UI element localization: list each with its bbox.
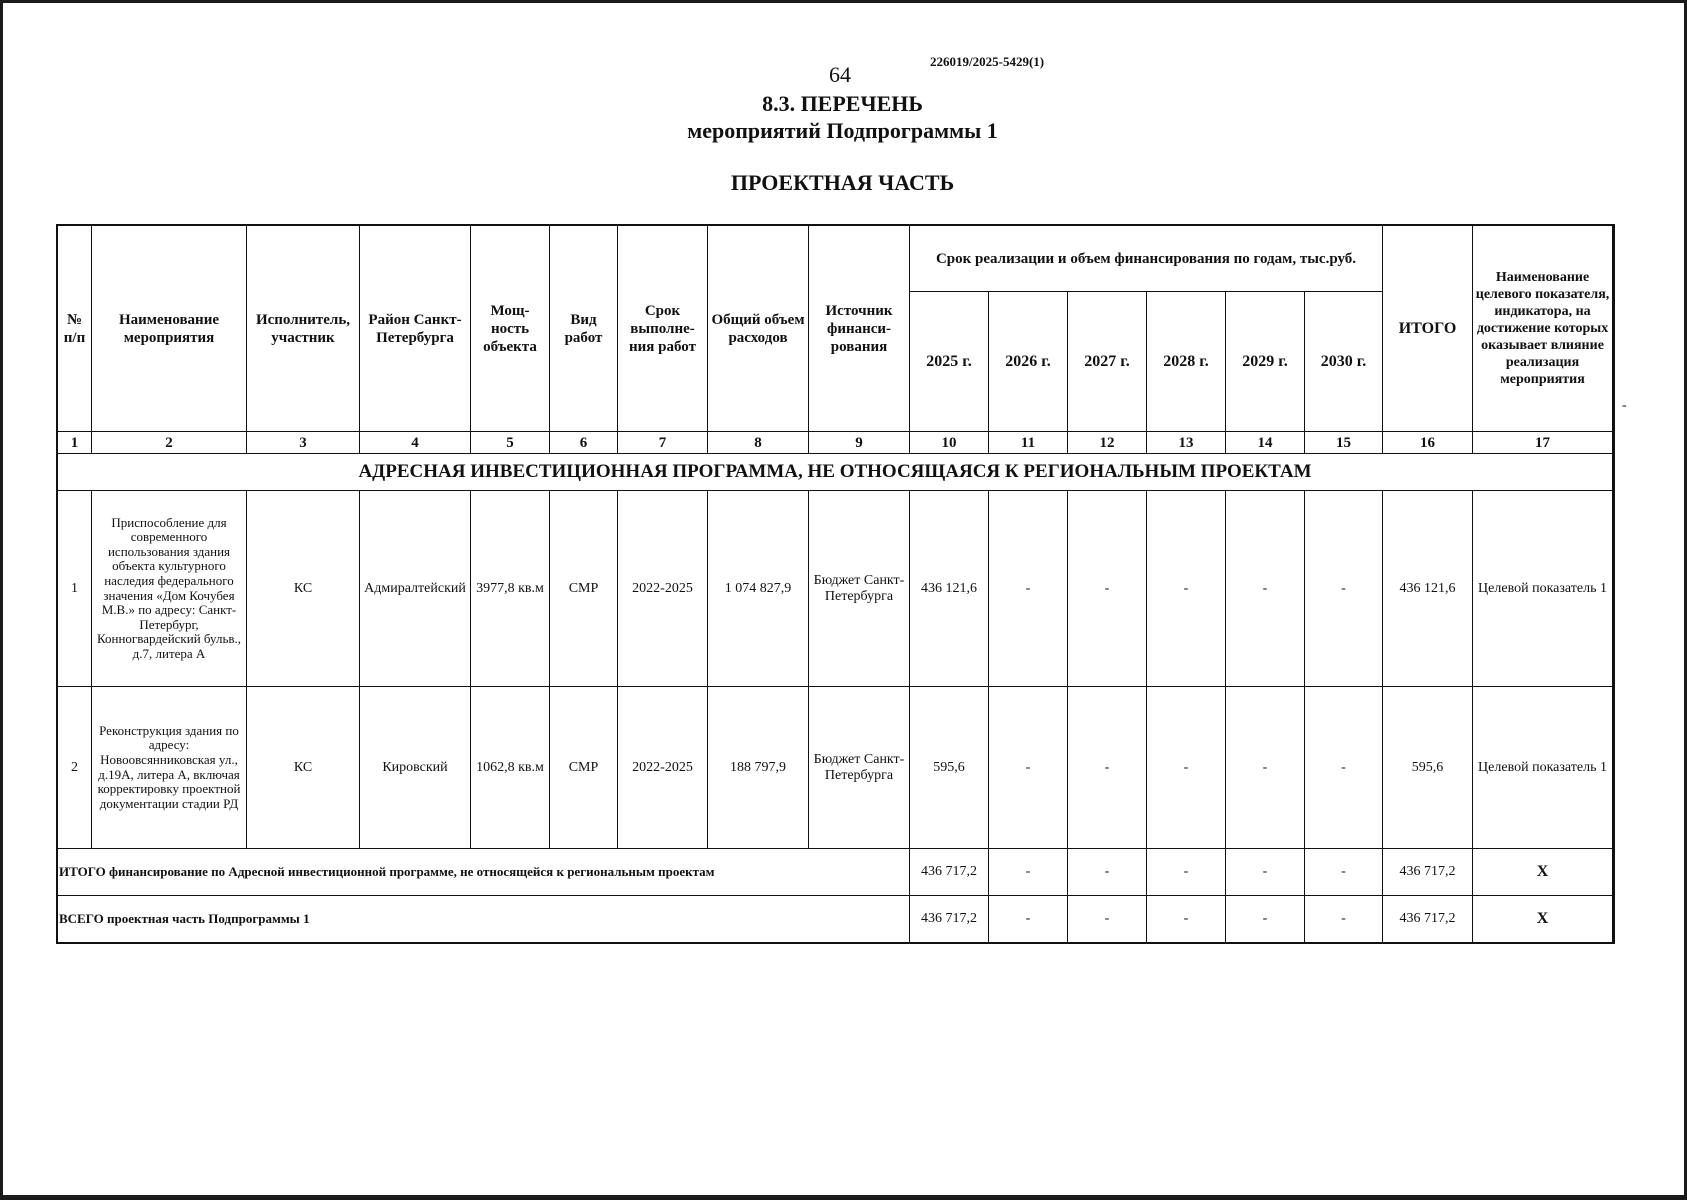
cell-term: 2022-2025 <box>618 491 708 687</box>
table-row <box>58 491 1613 687</box>
total-year-value: 436 717,2 <box>910 896 989 943</box>
col-header-total-cost: Общий объем расходов <box>708 226 809 432</box>
cell-district: Адмиралтейский <box>360 491 471 687</box>
registration-number: 226019/2025-5429(1) <box>930 54 1045 69</box>
title-line-1: 8.3. ПЕРЕЧЕНЬ <box>762 91 923 116</box>
total-year-value: - <box>1226 896 1305 943</box>
column-number: 4 <box>360 432 471 454</box>
total-year-value: - <box>1147 896 1226 943</box>
column-number: 16 <box>1383 432 1473 454</box>
total-year-value: - <box>1305 896 1383 943</box>
document-title <box>500 90 1185 144</box>
cell-total-cost: 1 074 827,9 <box>708 491 809 687</box>
column-number: 8 <box>708 432 809 454</box>
col-header-year: 2028 г. <box>1147 292 1226 432</box>
cell-year-value: - <box>1305 491 1383 687</box>
cell-work-type: СМР <box>550 687 618 849</box>
total-year-value: - <box>1068 896 1147 943</box>
total-year-value: - <box>1068 849 1147 896</box>
cell-num: 1 <box>58 491 92 687</box>
cell-year-value: - <box>989 687 1068 849</box>
column-number: 3 <box>247 432 360 454</box>
col-header-executor: Исполнитель, участник <box>247 226 360 432</box>
cell-itogo: 595,6 <box>1383 687 1473 849</box>
column-number: 6 <box>550 432 618 454</box>
total-year-value: - <box>1305 849 1383 896</box>
total-row <box>58 849 1613 896</box>
scan-border-bottom <box>0 1195 1687 1200</box>
column-number: 9 <box>809 432 910 454</box>
cell-name: Приспособление для современного использования здания объекта культурного наследия федерального значения «Дом Кочубея М.В.» по адресу: Санкт-Петербург, Конногвардейский бульв., д.7, литера А <box>92 491 247 687</box>
cell-year-value: - <box>1068 491 1147 687</box>
cell-year-value: 595,6 <box>910 687 989 849</box>
column-number: 5 <box>471 432 550 454</box>
col-header-year: 2027 г. <box>1068 292 1147 432</box>
total-year-value: - <box>989 896 1068 943</box>
total-row <box>58 896 1613 943</box>
cell-source: Бюджет Санкт-Петербурга <box>809 491 910 687</box>
cell-total-cost: 188 797,9 <box>708 687 809 849</box>
scan-border-top <box>0 0 1687 3</box>
cell-executor: КС <box>247 491 360 687</box>
scan-border-left <box>0 0 3 1200</box>
cell-year-value: - <box>1147 491 1226 687</box>
column-number: 7 <box>618 432 708 454</box>
col-header-target: Наименование целевого показателя, индикатора, на достижение которых оказывает влияние реализация мероприятия <box>1473 226 1613 432</box>
col-header-work-type: Вид работ <box>550 226 618 432</box>
cell-source: Бюджет Санкт-Петербурга <box>809 687 910 849</box>
cell-num: 2 <box>58 687 92 849</box>
table-row <box>58 687 1613 849</box>
column-number: 11 <box>989 432 1068 454</box>
total-year-value: - <box>1147 849 1226 896</box>
cell-year-value: - <box>1226 491 1305 687</box>
col-header-year: 2030 г. <box>1305 292 1383 432</box>
margin-mark: - <box>1622 398 1627 413</box>
cell-term: 2022-2025 <box>618 687 708 849</box>
col-header-district: Район Санкт-Петербурга <box>360 226 471 432</box>
title-line-2: мероприятий Подпрограммы 1 <box>687 118 998 143</box>
column-number: 12 <box>1068 432 1147 454</box>
cell-year-value: 436 121,6 <box>910 491 989 687</box>
cell-target: Целевой показатель 1 <box>1473 491 1613 687</box>
cell-name: Реконструкция здания по адресу: Новоовсянниковская ул., д.19А, литера А, включая корректировку проектной документации стадии РД <box>92 687 247 849</box>
total-itogo: 436 717,2 <box>1383 896 1473 943</box>
measures-table <box>57 225 1613 943</box>
column-number: 15 <box>1305 432 1383 454</box>
col-header-year: 2029 г. <box>1226 292 1305 432</box>
column-number: 1 <box>58 432 92 454</box>
total-year-value: - <box>989 849 1068 896</box>
cell-capacity: 1062,8 кв.м <box>471 687 550 849</box>
col-header-itogo: ИТОГО <box>1383 226 1473 432</box>
cell-year-value: - <box>1068 687 1147 849</box>
col-header-capacity: Мощ-ность объекта <box>471 226 550 432</box>
total-itogo: 436 717,2 <box>1383 849 1473 896</box>
cell-year-value: - <box>989 491 1068 687</box>
col-header-source: Источник финанси-рования <box>809 226 910 432</box>
section-title: ПРОЕКТНАЯ ЧАСТЬ <box>730 170 955 195</box>
col-header-num: № п/п <box>58 226 92 432</box>
col-header-year: 2025 г. <box>910 292 989 432</box>
cell-capacity: 3977,8 кв.м <box>471 491 550 687</box>
cell-district: Кировский <box>360 687 471 849</box>
total-target: X <box>1473 896 1613 943</box>
cell-year-value: - <box>1147 687 1226 849</box>
total-year-value: 436 717,2 <box>910 849 989 896</box>
col-header-funding-span: Срок реализации и объем финансирования по годам, тыс.руб. <box>910 226 1383 292</box>
grand-total-label: ВСЕГО проектная часть Подпрограммы 1 <box>58 896 910 943</box>
cell-year-value: - <box>1226 687 1305 849</box>
column-number: 13 <box>1147 432 1226 454</box>
total-label: ИТОГО финансирование по Адресной инвестиционной программе, не относящейся к региональным проектам <box>58 849 910 896</box>
cell-year-value: - <box>1305 687 1383 849</box>
column-number: 17 <box>1473 432 1613 454</box>
col-header-name: Наименование мероприятия <box>92 226 247 432</box>
cell-itogo: 436 121,6 <box>1383 491 1473 687</box>
cell-executor: КС <box>247 687 360 849</box>
total-target: X <box>1473 849 1613 896</box>
cell-work-type: СМР <box>550 491 618 687</box>
column-number: 2 <box>92 432 247 454</box>
col-header-term: Срок выполне-ния работ <box>618 226 708 432</box>
col-header-year: 2026 г. <box>989 292 1068 432</box>
column-number: 14 <box>1226 432 1305 454</box>
column-number: 10 <box>910 432 989 454</box>
page-number: 64 <box>829 62 851 87</box>
section-heading: АДРЕСНАЯ ИНВЕСТИЦИОННАЯ ПРОГРАММА, НЕ ОТНОСЯЩАЯСЯ К РЕГИОНАЛЬНЫМ ПРОЕКТАМ <box>58 454 1613 491</box>
cell-target: Целевой показатель 1 <box>1473 687 1613 849</box>
total-year-value: - <box>1226 849 1305 896</box>
